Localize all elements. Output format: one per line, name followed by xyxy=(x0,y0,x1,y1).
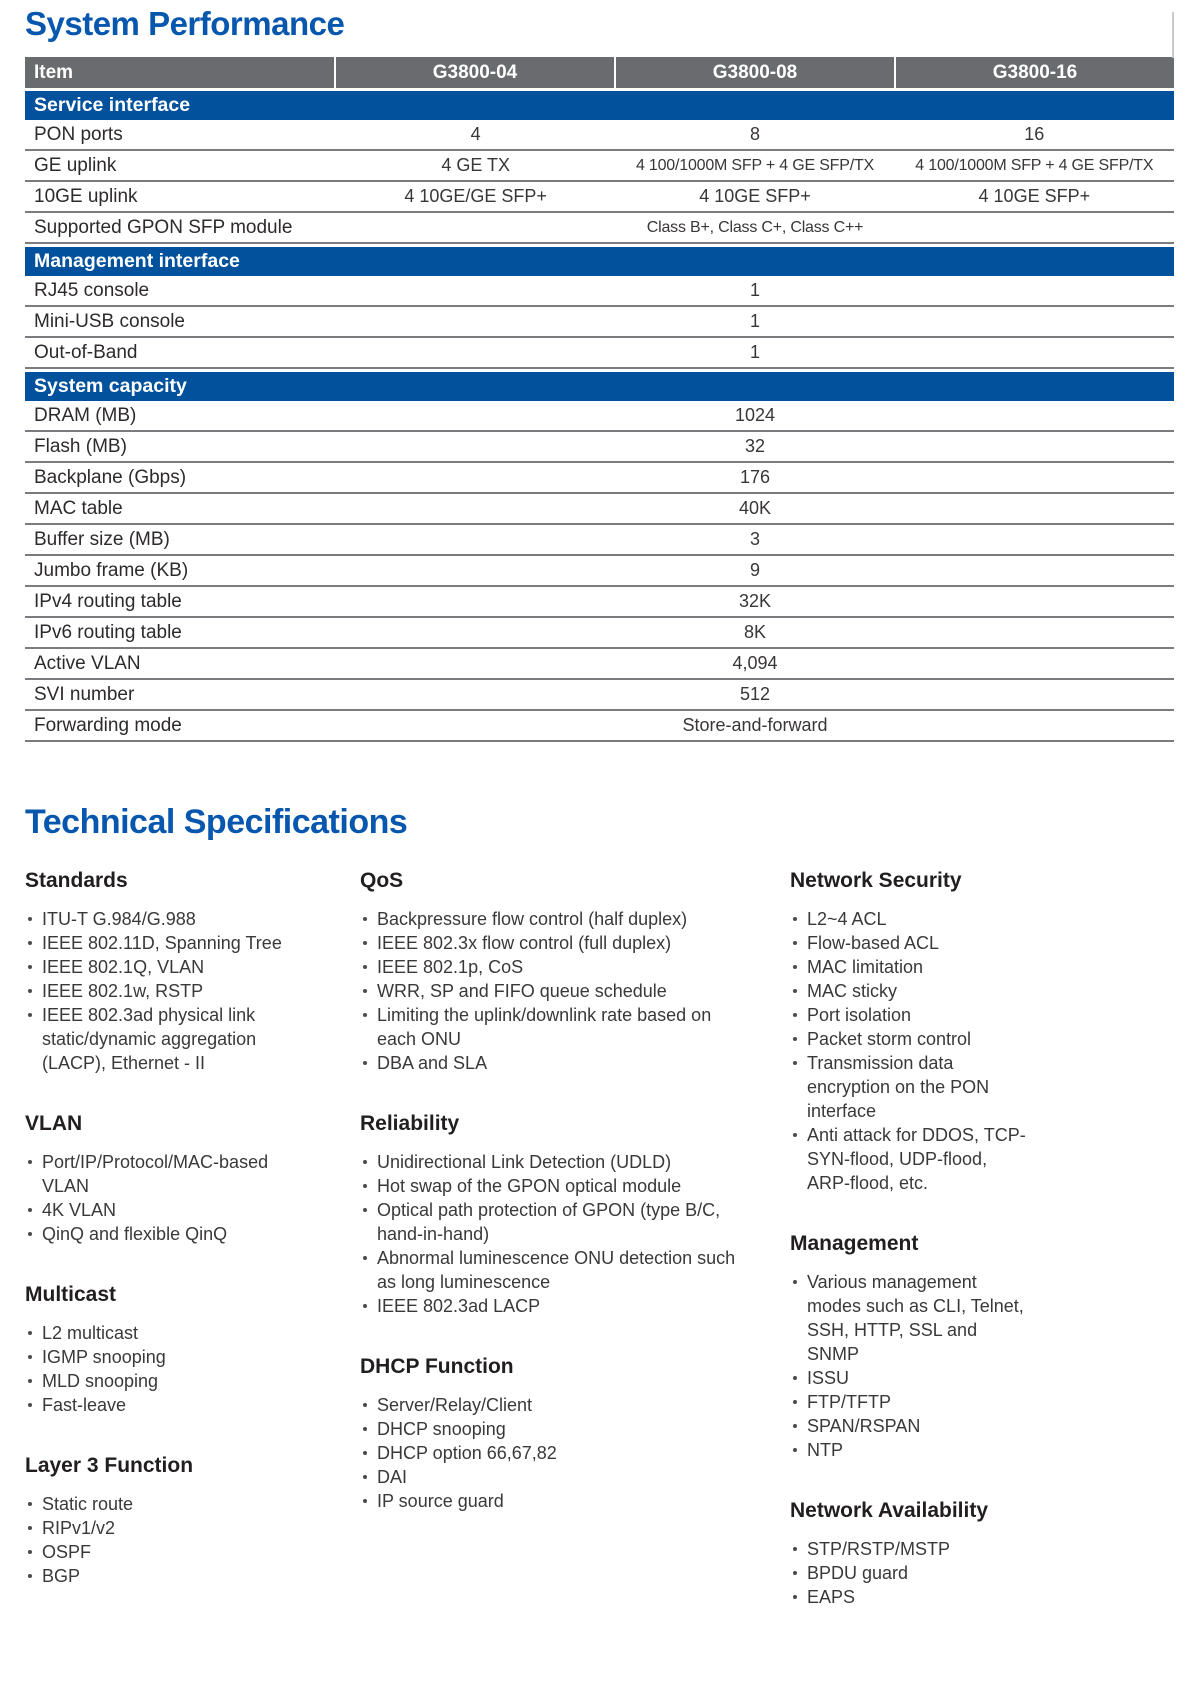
spec-item xyxy=(360,931,742,955)
spec-item xyxy=(360,1003,742,1051)
spec-item xyxy=(790,1027,1027,1051)
cell-value: 4 100/1000M SFP + 4 GE SFP/TX xyxy=(635,156,874,174)
spec-item-text: DHCP snooping xyxy=(377,1419,506,1439)
spec-item-text: Hot swap of the GPON optical module xyxy=(377,1176,682,1196)
row-label: Jumbo frame (KB) xyxy=(34,559,189,581)
cell-span-value: 512 xyxy=(739,684,771,704)
spec-item xyxy=(360,1489,742,1513)
table-row xyxy=(25,432,1174,463)
table-header-model: G3800-16 xyxy=(992,61,1078,83)
spec-item-text: IP source guard xyxy=(377,1491,504,1511)
spec-group-heading: VLAN xyxy=(25,1112,83,1135)
spec-item-text: Port/IP/Protocol/MAC-based VLAN xyxy=(42,1152,269,1196)
bullet-icon xyxy=(363,989,367,993)
bullet-icon xyxy=(28,1550,32,1554)
table-header-model: G3800-04 xyxy=(336,57,616,88)
spec-item xyxy=(360,1246,742,1294)
cell-span-value: Store-and-forward xyxy=(682,715,828,735)
spec-item xyxy=(25,979,320,1003)
spec-group-heading: Multicast xyxy=(25,1283,117,1306)
spec-item xyxy=(360,1417,742,1441)
bullet-icon xyxy=(363,941,367,945)
spec-item xyxy=(360,1174,742,1198)
cell-span-value: 176 xyxy=(739,467,771,487)
spec-group xyxy=(25,1282,360,1417)
spec-item xyxy=(790,1585,1027,1609)
spec-item xyxy=(25,1150,320,1198)
table-row xyxy=(25,276,1174,307)
spec-group xyxy=(360,868,790,1075)
spec-item-text: QinQ and flexible QinQ xyxy=(42,1224,228,1244)
bullet-icon xyxy=(363,1061,367,1065)
table-row xyxy=(25,463,1174,494)
table-row xyxy=(25,711,1174,742)
table-row xyxy=(25,401,1174,432)
bullet-icon xyxy=(28,989,32,993)
spec-item xyxy=(25,1516,320,1540)
table-row xyxy=(25,618,1174,649)
spec-item xyxy=(360,907,742,931)
spec-item xyxy=(360,955,742,979)
table-row xyxy=(25,494,1174,525)
bullet-icon xyxy=(28,917,32,921)
page-edge-line xyxy=(1172,12,1174,58)
spec-item-text: STP/RSTP/MSTP xyxy=(807,1539,951,1559)
spec-item xyxy=(25,1369,320,1393)
spec-item-text: L2~4 ACL xyxy=(807,909,887,929)
bullet-icon xyxy=(793,1376,797,1380)
bullet-icon xyxy=(28,1574,32,1578)
spec-group-heading: Network Security xyxy=(790,869,962,892)
spec-item-text: Transmission data encryption on the PON interface xyxy=(807,1053,990,1121)
spec-item xyxy=(790,1414,1027,1438)
bullet-icon xyxy=(793,1013,797,1017)
spec-column xyxy=(25,868,360,1624)
table-row xyxy=(25,213,1174,244)
cell-value: 4 10GE SFP+ xyxy=(978,186,1091,206)
bullet-icon xyxy=(793,1424,797,1428)
row-label: Out-of-Band xyxy=(34,341,138,363)
table-row xyxy=(25,556,1174,587)
spec-item-text: IEEE 802.3x flow control (full duplex) xyxy=(377,933,672,953)
spec-item xyxy=(790,1438,1027,1462)
spec-item-text: Fast-leave xyxy=(42,1395,127,1415)
spec-item-text: Packet storm control xyxy=(807,1029,972,1049)
spec-item-text: Various management modes such as CLI, Telnet, SSH, HTTP, SSL and SNMP xyxy=(807,1272,1024,1364)
spec-item xyxy=(790,979,1027,1003)
spec-item xyxy=(790,1390,1027,1414)
bullet-icon xyxy=(28,1526,32,1530)
row-label: 10GE uplink xyxy=(34,185,138,207)
cell-span-value: 1024 xyxy=(734,405,776,425)
technical-specifications-section xyxy=(25,868,1200,1645)
bullet-icon xyxy=(363,1499,367,1503)
bullet-icon xyxy=(363,1184,367,1188)
spec-item-text: ITU-T G.984/G.988 xyxy=(42,909,196,929)
spec-item-text: ISSU xyxy=(807,1368,850,1388)
cell-span-value: 1 xyxy=(749,280,760,300)
spec-item xyxy=(790,955,1027,979)
bullet-icon xyxy=(793,1061,797,1065)
cell-span-value: 32K xyxy=(738,591,772,611)
spec-item xyxy=(790,1270,1027,1366)
spec-item-text: Optical path protection of GPON (type B/C, hand-in-hand) xyxy=(377,1200,721,1244)
table-row xyxy=(25,680,1174,711)
spec-column xyxy=(790,868,1100,1645)
spec-item-text: Static route xyxy=(42,1494,134,1514)
bullet-icon xyxy=(793,965,797,969)
spec-item-text: FTP/TFTP xyxy=(807,1392,891,1412)
row-label: DRAM (MB) xyxy=(34,404,137,426)
bullet-icon xyxy=(28,1232,32,1236)
bullet-icon xyxy=(28,1331,32,1335)
spec-item xyxy=(360,1393,742,1417)
system-performance-table xyxy=(25,57,1174,742)
spec-group-heading: Network Availability xyxy=(790,1499,989,1522)
spec-item-text: BGP xyxy=(42,1566,81,1586)
spec-item xyxy=(25,907,320,931)
bullet-icon xyxy=(363,1256,367,1260)
spec-item-text: Unidirectional Link Detection (UDLD) xyxy=(377,1152,672,1172)
table-row xyxy=(25,151,1174,182)
spec-item-text: EAPS xyxy=(807,1587,856,1607)
bullet-icon xyxy=(28,1355,32,1359)
spec-item-text: DAI xyxy=(377,1467,408,1487)
spec-item xyxy=(25,931,320,955)
row-label: Backplane (Gbps) xyxy=(34,466,187,488)
spec-item xyxy=(25,1492,320,1516)
bullet-icon xyxy=(793,941,797,945)
bullet-icon xyxy=(28,1208,32,1212)
spec-item-text: BPDU guard xyxy=(807,1563,909,1583)
bullet-icon xyxy=(363,1451,367,1455)
spec-group-heading: DHCP Function xyxy=(360,1355,514,1378)
table-row xyxy=(25,182,1174,213)
spec-item-text: IEEE 802.1p, CoS xyxy=(377,957,524,977)
table-section-bar: Service interface xyxy=(25,91,1174,120)
spec-group-heading: QoS xyxy=(360,869,404,892)
spec-item-text: IGMP snooping xyxy=(42,1347,166,1367)
cell-span-value: 4,094 xyxy=(732,653,778,673)
row-label: IPv4 routing table xyxy=(34,590,182,612)
spec-group xyxy=(790,1231,1100,1462)
spec-item xyxy=(360,1441,742,1465)
cell-span-value: 3 xyxy=(749,529,760,549)
spec-item-text: MAC limitation xyxy=(807,957,924,977)
cell-value: 4 xyxy=(470,124,481,144)
cell-span-value: 1 xyxy=(749,342,760,362)
technical-specifications-title: Technical Specifications xyxy=(25,803,408,841)
system-performance-title: System Performance xyxy=(25,5,345,42)
spec-item xyxy=(790,1003,1027,1027)
table-header-item: Item xyxy=(25,57,336,88)
cell-span-value: 32 xyxy=(744,436,766,456)
bullet-icon xyxy=(793,1133,797,1137)
row-label: Flash (MB) xyxy=(34,435,127,457)
spec-group xyxy=(360,1354,790,1513)
spec-item-text: NTP xyxy=(807,1440,843,1460)
bullet-icon xyxy=(28,1379,32,1383)
spec-item xyxy=(25,1540,320,1564)
bullet-icon xyxy=(793,1280,797,1284)
spec-group xyxy=(25,868,360,1075)
table-header-model: G3800-08 xyxy=(616,57,896,88)
spec-item-text: DHCP option 66,67,82 xyxy=(377,1443,557,1463)
spec-group-heading: Management xyxy=(790,1232,919,1255)
bullet-icon xyxy=(363,1427,367,1431)
row-label: Mini-USB console xyxy=(34,310,185,332)
spec-column xyxy=(360,868,790,1549)
spec-item xyxy=(790,1537,1027,1561)
spec-item xyxy=(25,1003,320,1075)
spec-item-text: MLD snooping xyxy=(42,1371,159,1391)
row-label: Forwarding mode xyxy=(34,714,182,736)
spec-group-heading: Standards xyxy=(25,869,128,892)
row-label: Active VLAN xyxy=(34,652,141,674)
bullet-icon xyxy=(793,1037,797,1041)
spec-item xyxy=(25,1222,320,1246)
bullet-icon xyxy=(363,1475,367,1479)
bullet-icon xyxy=(363,1208,367,1212)
row-label: Supported GPON SFP module xyxy=(34,216,293,238)
bullet-icon xyxy=(793,1547,797,1551)
bullet-icon xyxy=(793,917,797,921)
spec-group xyxy=(790,1498,1100,1609)
spec-item-text: Limiting the uplink/downlink rate based on each ONU xyxy=(377,1005,712,1049)
spec-item-text: OSPF xyxy=(42,1542,92,1562)
spec-item xyxy=(360,1294,742,1318)
bullet-icon xyxy=(363,1304,367,1308)
table-row xyxy=(25,120,1174,151)
row-label: PON ports xyxy=(34,123,123,145)
bullet-icon xyxy=(363,965,367,969)
bullet-icon xyxy=(793,989,797,993)
cell-span-value: 9 xyxy=(749,560,760,580)
spec-item xyxy=(790,907,1027,931)
cell-value: 4 10GE/GE SFP+ xyxy=(404,186,547,206)
table-row xyxy=(25,525,1174,556)
spec-item xyxy=(25,955,320,979)
cell-value: 8 xyxy=(749,124,760,144)
spec-item xyxy=(790,1051,1027,1123)
spec-item xyxy=(360,1198,742,1246)
table-row xyxy=(25,338,1174,369)
bullet-icon xyxy=(28,1502,32,1506)
row-label: RJ45 console xyxy=(34,279,150,301)
spec-item-text: Abnormal luminescence ONU detection such as long luminescence xyxy=(377,1248,736,1292)
cell-span-value: Class B+, Class C+, Class C++ xyxy=(646,218,864,236)
spec-item xyxy=(790,931,1027,955)
spec-item xyxy=(360,979,742,1003)
bullet-icon xyxy=(28,1403,32,1407)
bullet-icon xyxy=(793,1448,797,1452)
cell-span-value: 40K xyxy=(738,498,772,518)
table-row xyxy=(25,307,1174,338)
bullet-icon xyxy=(363,917,367,921)
row-label: MAC table xyxy=(34,497,123,519)
spec-item xyxy=(25,1198,320,1222)
spec-group xyxy=(25,1111,360,1246)
spec-group xyxy=(360,1111,790,1318)
spec-item-text: L2 multicast xyxy=(42,1323,139,1343)
spec-item-text: Server/Relay/Client xyxy=(377,1395,533,1415)
cell-value: 4 100/1000M SFP + 4 GE SFP/TX xyxy=(915,156,1154,174)
spec-item-text: Port isolation xyxy=(807,1005,912,1025)
row-label: SVI number xyxy=(34,683,135,705)
spec-group-heading: Layer 3 Function xyxy=(25,1454,194,1477)
spec-item-text: IEEE 802.1w, RSTP xyxy=(42,981,204,1001)
spec-item xyxy=(360,1465,742,1489)
table-row xyxy=(25,649,1174,680)
spec-item xyxy=(25,1345,320,1369)
spec-item-text: DBA and SLA xyxy=(377,1053,488,1073)
bullet-icon xyxy=(793,1595,797,1599)
table-header-row xyxy=(25,57,1174,88)
bullet-icon xyxy=(28,941,32,945)
cell-value: 4 GE TX xyxy=(441,155,511,175)
table-row xyxy=(25,587,1174,618)
row-label: GE uplink xyxy=(34,154,117,176)
bullet-icon xyxy=(363,1013,367,1017)
spec-item xyxy=(25,1321,320,1345)
bullet-icon xyxy=(793,1400,797,1404)
spec-item xyxy=(790,1366,1027,1390)
spec-item xyxy=(790,1561,1027,1585)
spec-item xyxy=(25,1564,320,1588)
spec-item-text: Flow-based ACL xyxy=(807,933,940,953)
spec-item-text: IEEE 802.11D, Spanning Tree xyxy=(42,933,282,953)
cell-span-value: 8K xyxy=(743,622,767,642)
table-section-bar: System capacity xyxy=(25,372,1174,401)
spec-item xyxy=(360,1150,742,1174)
spec-item xyxy=(360,1051,742,1075)
spec-item-text: WRR, SP and FIFO queue schedule xyxy=(377,981,667,1001)
row-label: IPv6 routing table xyxy=(34,621,182,643)
bullet-icon xyxy=(28,965,32,969)
bullet-icon xyxy=(363,1403,367,1407)
spec-item-text: MAC sticky xyxy=(807,981,897,1001)
cell-value: 4 10GE SFP+ xyxy=(699,186,811,206)
cell-value: 16 xyxy=(1024,124,1045,144)
bullet-icon xyxy=(28,1013,32,1017)
spec-item-text: IEEE 802.3ad LACP xyxy=(377,1296,541,1316)
bullet-icon xyxy=(28,1160,32,1164)
spec-item-text: Backpressure flow control (half duplex) xyxy=(377,909,688,929)
table-section-bar: Management interface xyxy=(25,247,1174,276)
spec-item xyxy=(790,1123,1027,1195)
row-label: Buffer size (MB) xyxy=(34,528,170,550)
bullet-icon xyxy=(793,1571,797,1575)
spec-item-text: 4K VLAN xyxy=(42,1200,117,1220)
bullet-icon xyxy=(363,1160,367,1164)
spec-item-text: Anti attack for DDOS, TCP-SYN-flood, UDP-flood, ARP-flood, etc. xyxy=(807,1125,1026,1193)
spec-group xyxy=(25,1453,360,1588)
spec-item-text: IEEE 802.1Q, VLAN xyxy=(42,957,205,977)
spec-item-text: IEEE 802.3ad physical link static/dynamic aggregation (LACP), Ethernet - II xyxy=(42,1005,257,1073)
spec-group-heading: Reliability xyxy=(360,1112,460,1135)
spec-item-text: SPAN/RSPAN xyxy=(807,1416,921,1436)
spec-item-text: RIPv1/v2 xyxy=(42,1518,116,1538)
spec-group xyxy=(790,868,1100,1195)
spec-item xyxy=(25,1393,320,1417)
cell-span-value: 1 xyxy=(749,311,760,331)
